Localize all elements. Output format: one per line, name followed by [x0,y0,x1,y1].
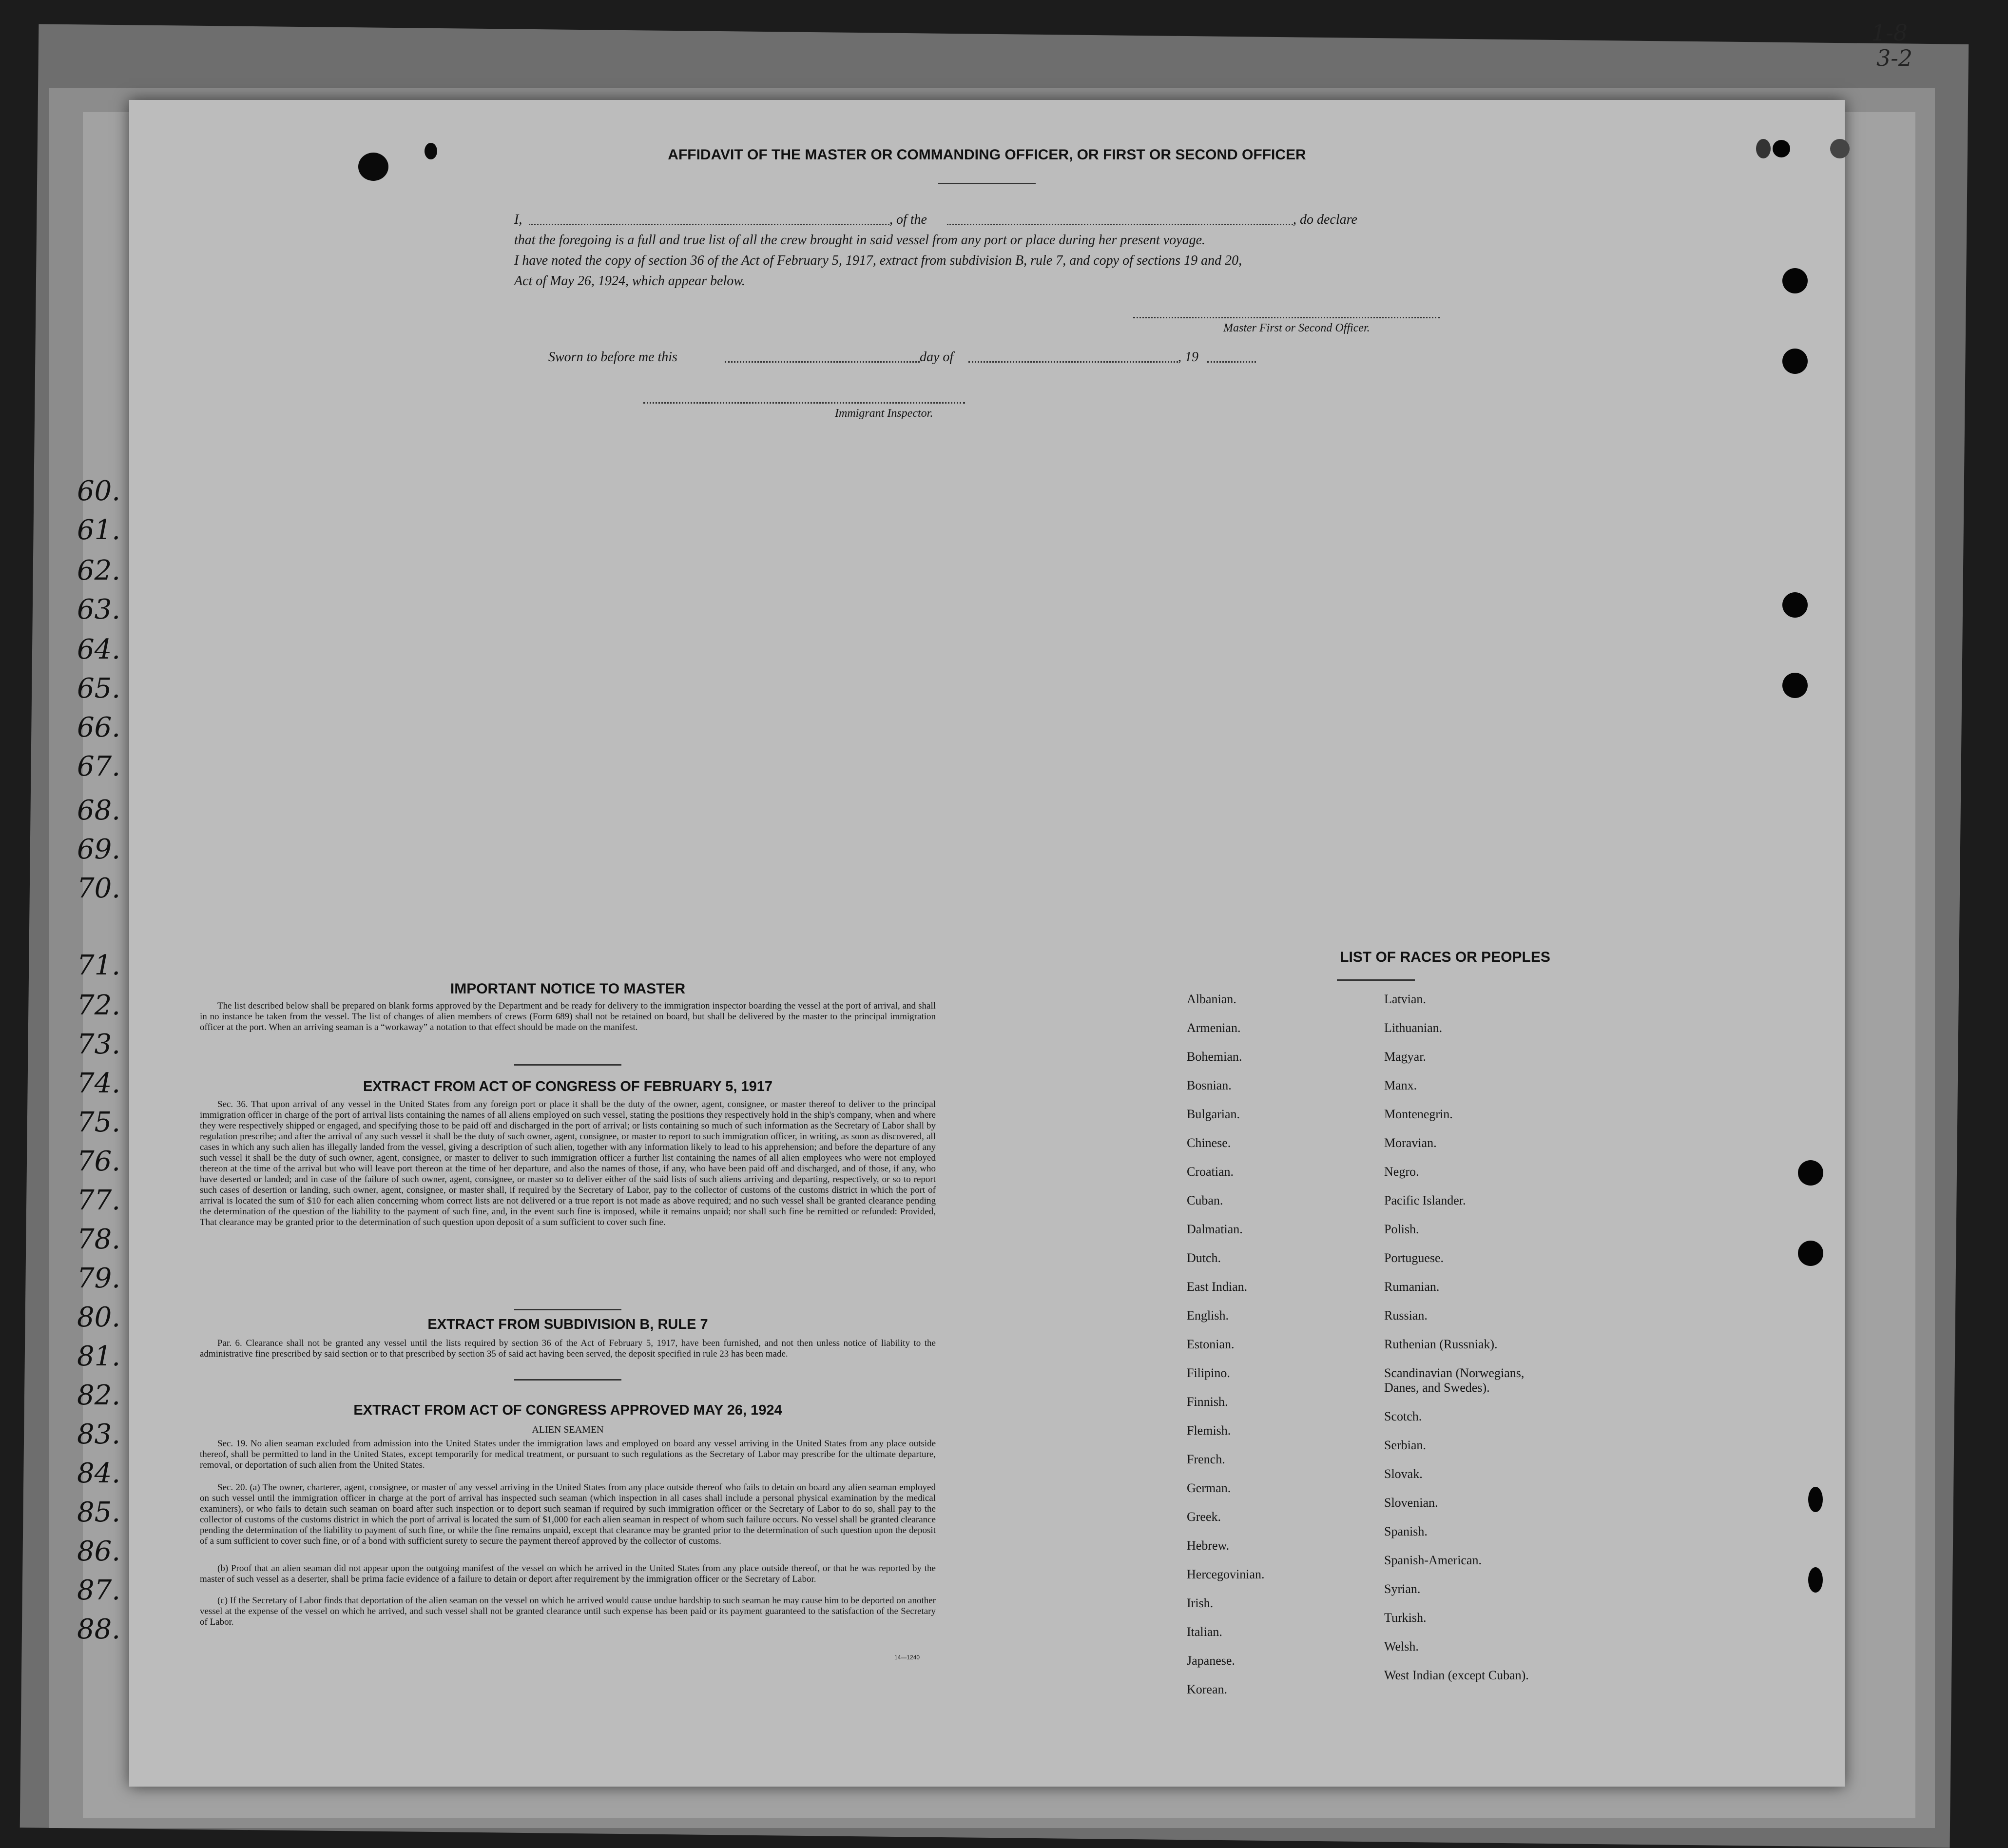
sec20b-text: (b) Proof that an alien seaman did not appear upon the outgoing manifest of the vessel on which he arrived in the United States from any place outside thereof, or that he was reported by the master of such vessel as a deserter, shall be prima facie evidence of a failure to detain or deport after requirement by the immigration officer or the Secretary of Labor. [200,1563,936,1584]
extract-1917-text: Sec. 36. That upon arrival of any vessel in the United States from any foreign port or place it shall be the duty of the owner, agent, consignee, or master thereof to deliver to the principal immigration officer in charge of the port of arrival lists containing the names of all aliens employed on such vessel, stating the positions they respectively hold in the ship's company, when and where they were respectively shipped or engaged, and specifying those to be paid off and discharged in the port of arrival; or lists containing so much of such information as the Secretary of Labor shall by regulation prescribe; and after the arrival of any such vessel it shall be the duty of such owner, agent, consignee, or master to report to such immigration officer, in writing, as soon as discovered, all cases in which any such alien has illegally landed from the vessel, giving a description of such alien, together with any information likely to lead to his apprehension; and before the departure of any such vessel it shall be the duty of such owner, agent, consignee, or master to deliver to such immigration officer a further list containing the names of all alien employees who were not employed thereon at the time of the arrival but who will leave port thereon at the time of her departure, and also the names of those, if any, who have been paid off and discharged, and of those, if any, who have deserted or landed; and in case of the failure of such owner, agent, consignee, or master so to deliver either of the said lists of such aliens arriving and departing, respectively, or so to report such cases of desertion or landing, such owner, agent, consignee, or master shall, if required by the Secretary of Labor, pay to the collector of customs of the customs district in which the port of arrival is located the sum of $10 for each alien concerning whom correct lists are not delivered or a true report is not made as above required; and no such vessel shall be granted clearance pending the determination of the question of the liability to the payment of such fine, and, in the event such fine is imposed, while it remains unpaid; nor shall such fine be remitted or refunded: Provided, That clearance may be granted prior to the determination of such question upon deposit of a sum sufficient to cover such fine. [200,1099,936,1227]
rule7-title: EXTRACT FROM SUBDIVISION B, RULE 7 [427,1317,708,1332]
affidavit-line2: that the foregoing is a full and true list of all the crew brought in said vessel from any port or place during her present voyage. [514,233,1206,248]
affidavit-title: AFFIDAVIT OF THE MASTER OR COMMANDING OFFICER, OR FIRST OR SECOND OFFICER [668,147,1306,163]
race-item: Spanish. [1384,1524,1428,1538]
punch-hole [1782,592,1808,618]
name-blank [529,224,889,225]
punch-hole [1782,268,1808,293]
line-number: 66. [77,712,121,743]
race-item: Rumanian. [1384,1280,1440,1294]
divider [514,1064,621,1066]
line-number: 88. [77,1614,121,1645]
punch-hole [1808,1567,1823,1593]
race-item: French. [1187,1452,1225,1466]
rule7-text: Par. 6. Clearance shall not be granted any vessel until the lists required by section 36 of the Act of February 5, 1917, have been furnished, and not then unless notice of liability to the administrative fine prescribed by said section or to that prescribed by section 35 of said act having been served, the deposit specified in rule 23 has been made. [200,1338,936,1359]
race-item: Slovak. [1384,1467,1423,1481]
race-item: Spanish-American. [1384,1553,1482,1567]
line-number: 72. [77,990,121,1021]
line-number: 71. [77,950,121,981]
race-item: Syrian. [1384,1582,1421,1596]
race-item: Scandinavian (Norwegians, Danes, and Swedes). [1384,1366,1525,1395]
race-item: Greek. [1187,1510,1221,1524]
affidavit-i: I, [514,212,522,227]
divider [514,1309,621,1310]
race-item: Hercegovinian. [1187,1567,1265,1581]
punch-hole [1798,1160,1823,1186]
form-sheet [129,100,1845,1787]
race-item: Manx. [1384,1078,1417,1092]
line-number: 65. [77,673,121,704]
line-number: 78. [77,1224,121,1255]
extract-1917-title: EXTRACT FROM ACT OF CONGRESS OF FEBRUARY 5, 1917 [363,1079,773,1094]
line-number: 86. [77,1536,121,1567]
line-number: 68. [77,795,121,826]
punch-hole [1798,1241,1823,1266]
line-number: 61. [77,514,121,546]
race-item: Slovenian. [1384,1496,1438,1510]
race-item: Montenegrin. [1384,1107,1453,1121]
race-item: Hebrew. [1187,1538,1230,1553]
line-number: 63. [77,594,121,625]
line-number: 76. [77,1146,121,1177]
line-number: 82. [77,1380,121,1411]
race-item: Pacific Islander. [1384,1193,1466,1207]
punch-hole [1782,349,1808,374]
race-item: Bohemian. [1187,1050,1242,1064]
race-item: Ruthenian (Russniak). [1384,1337,1498,1351]
line-number: 80. [77,1302,121,1333]
affidavit-of-the: , of the [889,212,927,227]
punch-hole [1808,1487,1823,1512]
race-item: Filipino. [1187,1366,1230,1380]
race-item: Lithuanian. [1384,1021,1443,1035]
race-item: Bosnian. [1187,1078,1232,1092]
race-item: German. [1187,1481,1231,1495]
race-item: Armenian. [1187,1021,1241,1035]
corner-note: 1-8 [1872,19,1908,46]
punch-hole [1782,673,1808,698]
race-item: Latvian. [1384,992,1426,1006]
race-item: Dutch. [1187,1251,1221,1265]
race-item: Portuguese. [1384,1251,1444,1265]
race-item: Albanian. [1187,992,1236,1006]
race-item: Estonian. [1187,1337,1235,1351]
form-number: 14—1240 [894,1654,920,1661]
inspector-signature-line [643,402,965,404]
line-number: 73. [77,1029,121,1060]
race-item: Irish. [1187,1596,1214,1610]
line-number: 85. [77,1497,121,1528]
line-number: 67. [77,751,121,782]
inspector-caption: Immigrant Inspector. [835,407,933,420]
day-of-label: day of [920,350,954,365]
line-number: 77. [77,1185,121,1216]
sec20a-text: Sec. 20. (a) The owner, charterer, agent, consignee, or master of any vessel arriving in the United States from any place outside thereof who fails to detain on board any alien seaman employed on such vessel until the immigration officer in charge at the port of arrival has inspected such seaman (which inspection in all cases shall include a personal physical examination by the medical examiners), or who fails to detain such seaman on board after such inspection or to deport such seaman if required by such immigration officer or the Secretary of Labor to do so, shall pay to the collector of customs of the customs district in which the port of arrival is located the sum of $1,000 for each alien seaman in respect of whom such failure occurs. No vessel shall be granted clearance pending the determination of the liability to payment of such fine, or while the fine remains unpaid, except that clearance may be granted prior to the determination of such question upon the deposit of a sum sufficient to cover such fine, or of a bond with sufficient surety to secure the payment thereof approved by the collector of customs. [200,1482,936,1546]
notice-text: The list described below shall be prepared on blank forms approved by the Department and be ready for delivery to the immigration inspector boarding the vessel at the port of arrival, and shall in no instance be taken from the vessel. The list of changes of alien members of crews (Form 689) shall not be retained on board, but shall be delivered by the master to the principal immigration officer at the port. When an arriving seaman is a “workaway” a notation to that effect should be made on the manifest. [200,1001,936,1032]
sworn-day-blank [725,361,920,363]
affidavit-declare: , do declare [1293,212,1357,227]
line-number: 74. [77,1068,121,1099]
year-label: , 19 [1178,350,1198,365]
race-item: Bulgarian. [1187,1107,1240,1121]
race-item: Turkish. [1384,1611,1427,1625]
line-number: 75. [77,1107,121,1138]
notice-title: IMPORTANT NOTICE TO MASTER [450,981,686,997]
affidavit-line3: I have noted the copy of section 36 of the Act of February 5, 1917, extract from subdivision B, rule 7, and copy of sections 19 and 20, [514,253,1242,268]
race-item: Cuban. [1187,1193,1223,1207]
master-signature-line [1133,317,1440,318]
line-number: 81. [77,1341,121,1372]
year-blank [1207,361,1256,363]
race-item: Flemish. [1187,1423,1231,1438]
race-item: Serbian. [1384,1438,1426,1452]
race-item: Negro. [1384,1165,1419,1179]
race-item: Korean. [1187,1682,1228,1696]
extract-1924-title: EXTRACT FROM ACT OF CONGRESS APPROVED MAY 26, 1924 [353,1402,782,1418]
divider [514,1379,621,1381]
race-item: Italian. [1187,1625,1222,1639]
line-number: 60. [77,475,121,507]
race-item: English. [1187,1308,1229,1323]
line-number: 83. [77,1419,121,1450]
corner-note: 3-2 [1876,45,1913,71]
race-item: Dalmatian. [1187,1222,1243,1236]
race-item: Japanese. [1187,1653,1235,1668]
line-number: 87. [77,1575,121,1606]
race-item: Finnish. [1187,1395,1228,1409]
line-number: 64. [77,634,121,665]
race-item: West Indian (except Cuban). [1384,1668,1529,1682]
races-title: LIST OF RACES OR PEOPLES [1340,949,1550,965]
race-item: Polish. [1384,1222,1419,1236]
affidavit-line4: Act of May 26, 1924, which appear below. [514,273,745,289]
alien-seamen-subtitle: ALIEN SEAMEN [532,1424,604,1435]
sec19-text: Sec. 19. No alien seaman excluded from admission into the United States under the immigration laws and employed on board any vessel arriving in the United States from any place outside thereof, shall be permitted to land in the United States, except temporarily for medical treatment, or pursuant to such regulations as the Secretary of Labor may prescribe for the ultimate departure, removal, or deportation of such alien from the United States. [200,1439,936,1470]
vessel-blank [947,224,1293,225]
race-item: Magyar. [1384,1050,1426,1064]
line-number: 79. [77,1263,121,1294]
master-caption: Master First or Second Officer. [1223,322,1370,334]
race-item: Russian. [1384,1308,1428,1323]
line-number: 84. [77,1458,121,1489]
line-number: 70. [77,873,121,904]
race-item: Welsh. [1384,1639,1419,1653]
divider [938,183,1036,184]
race-item: East Indian. [1187,1280,1248,1294]
race-item: Croatian. [1187,1165,1234,1179]
race-item: Chinese. [1187,1136,1231,1150]
divider [1337,979,1415,981]
race-item: Scotch. [1384,1409,1422,1423]
month-blank [968,361,1178,363]
line-number: 62. [77,555,121,586]
sec20c-text: (c) If the Secretary of Labor finds that deportation of the alien seaman on the vessel on which he arrived would cause undue hardship to such seaman he may cause him to be deported on another vessel at the expense of the vessel on which he arrived, and such vessel shall not be granted clearance until such expense has been paid or its payment guaranteed to the satisfaction of the Secretary of Labor. [200,1595,936,1627]
line-number: 69. [77,834,121,865]
race-item: Moravian. [1384,1136,1437,1150]
sworn-label: Sworn to before me this [548,350,677,365]
